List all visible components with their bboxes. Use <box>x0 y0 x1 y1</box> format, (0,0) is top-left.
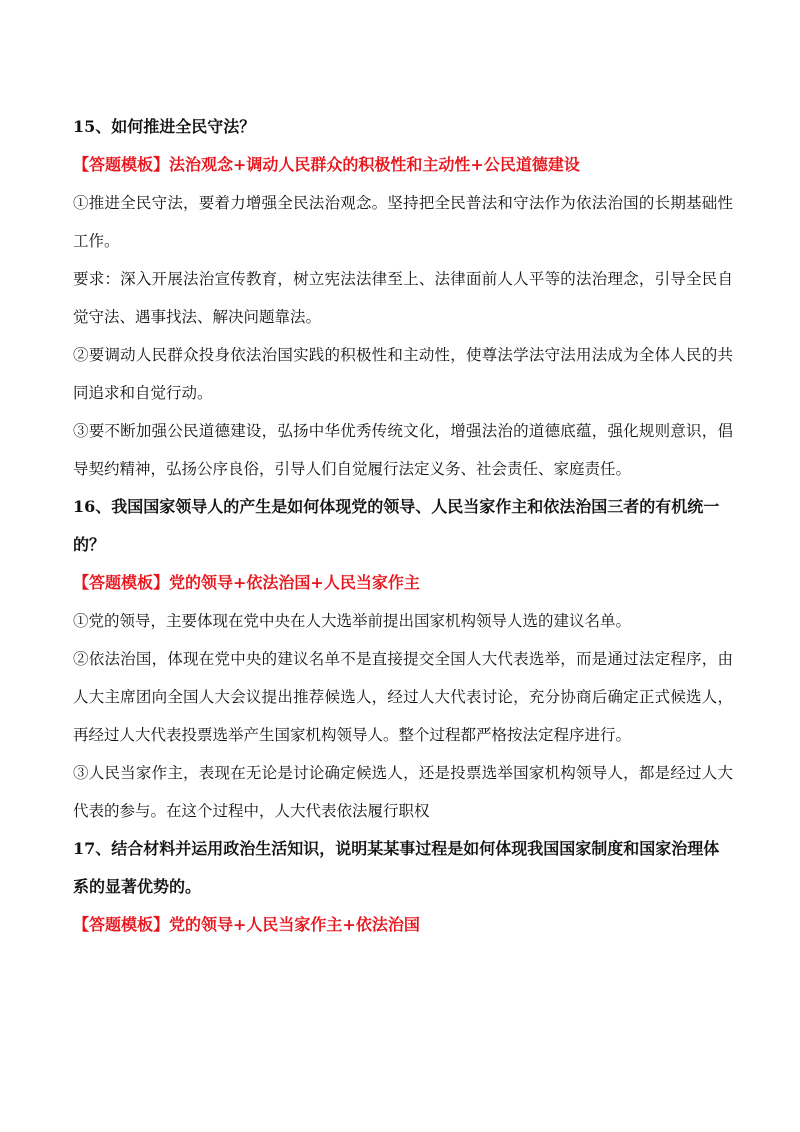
question-16-paragraph-1: ①党的领导，主要体现在党中央在人大选举前提出国家机构领导人选的建议名单。 <box>73 612 632 630</box>
question-16-paragraph-3: ③人民当家作主，表现在无论是讨论确定候选人，还是投票选举国家机构领导人，都是经过人大代表的参与。在这个过程中，人大代表依法履行职权 <box>73 764 733 820</box>
question-15-paragraph-1: ①推进全民守法，要着力增强全民法治观念。坚持把全民普法和守法作为依法治国的长期基础性工作。 <box>73 194 733 250</box>
question-16-template: 【答题模板】党的领导+依法治国+人民当家作主 <box>73 573 420 592</box>
question-15-paragraph-2: 要求：深入开展法治宣传教育，树立宪法法律至上、法律面前人人平等的法治理念，引导全民自觉守法、遇事找法、解决问题靠法。 <box>73 270 733 326</box>
question-15-paragraph-4: ③要不断加强公民道德建设，弘扬中华优秀传统文化，增强法治的道德底蕴，强化规则意识，倡导契约精神，弘扬公序良俗，引导人们自觉履行法定义务、社会责任、家庭责任。 <box>73 422 733 478</box>
document-page <box>73 108 733 944</box>
question-15-section <box>73 108 733 488</box>
question-15-heading: 15、如何推进全民守法？ <box>73 117 256 136</box>
question-17-heading: 17、结合材料并运用政治生活知识，说明某某事过程是如何体现我国国家制度和国家治理体系的显著优势的。 <box>73 839 720 896</box>
question-15-paragraph-3: ②要调动人民群众投身依法治国实践的积极性和主动性，使尊法学法守法用法成为全体人民的共同追求和自觉行动。 <box>73 346 733 402</box>
question-16-paragraph-2: ②依法治国，体现在党中央的建议名单不是直接提交全国人大代表选举，而是通过法定程序，由人大主席团向全国人大会议提出推荐候选人，经过人大代表讨论，充分协商后确定正式候选人，再经过人大代表投票选举产生国家机构领导人。整个过程都严格按法定程序进行。 <box>73 650 733 744</box>
question-16-section <box>73 488 733 830</box>
question-17-template: 【答题模板】党的领导+人民当家作主+依法治国 <box>73 915 420 934</box>
question-16-heading: 16、我国国家领导人的产生是如何体现党的领导、人民当家作主和依法治国三者的有机统一的？ <box>73 497 720 554</box>
question-17-section <box>73 830 733 944</box>
question-15-template: 【答题模板】法治观念+调动人民群众的积极性和主动性+公民道德建设 <box>73 155 580 174</box>
